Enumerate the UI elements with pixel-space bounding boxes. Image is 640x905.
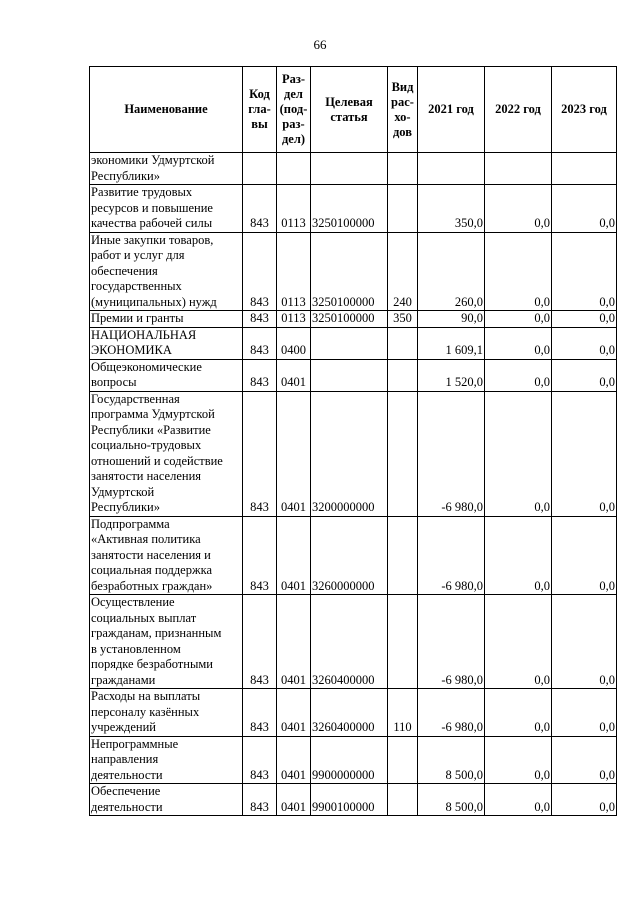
cell-type [388, 359, 418, 391]
cell-y2021 [418, 153, 485, 185]
cell-y2023: 0,0 [552, 595, 617, 689]
cell-name: Государственная программа Удмуртской Республики «Развитие социально-трудовых отношений и содействие занятости населения Удмуртской Республики» [90, 391, 243, 516]
cell-code: 843 [243, 784, 277, 816]
cell-type [388, 327, 418, 359]
cell-target: 3250100000 [311, 185, 388, 233]
cell-type: 350 [388, 311, 418, 328]
cell-code: 843 [243, 595, 277, 689]
table-row [90, 311, 617, 328]
cell-y2023: 0,0 [552, 185, 617, 233]
table-row [90, 595, 617, 689]
header-2023: 2023 год [552, 67, 617, 153]
cell-type: 240 [388, 232, 418, 311]
cell-y2021: 1 609,1 [418, 327, 485, 359]
header-2022: 2022 год [485, 67, 552, 153]
cell-code: 843 [243, 232, 277, 311]
cell-type [388, 185, 418, 233]
cell-code: 843 [243, 689, 277, 737]
cell-section: 0401 [277, 736, 311, 784]
cell-y2023: 0,0 [552, 359, 617, 391]
cell-name: Осуществление социальных выплат гражданам, признанным в установленном порядке безработными гражданами [90, 595, 243, 689]
cell-y2023: 0,0 [552, 232, 617, 311]
cell-name: Обеспечение деятельности [90, 784, 243, 816]
cell-target: 3200000000 [311, 391, 388, 516]
cell-section: 0401 [277, 359, 311, 391]
cell-type: 110 [388, 689, 418, 737]
cell-y2022: 0,0 [485, 311, 552, 328]
cell-y2022: 0,0 [485, 327, 552, 359]
cell-y2023: 0,0 [552, 516, 617, 595]
cell-y2023: 0,0 [552, 327, 617, 359]
cell-code: 843 [243, 311, 277, 328]
cell-y2022: 0,0 [485, 595, 552, 689]
cell-type [388, 736, 418, 784]
cell-y2023: 0,0 [552, 736, 617, 784]
table-row [90, 689, 617, 737]
budget-table [89, 66, 617, 816]
table-row [90, 153, 617, 185]
cell-y2022 [485, 153, 552, 185]
header-target: Целевая статья [311, 67, 388, 153]
cell-y2021: 8 500,0 [418, 784, 485, 816]
cell-section: 0113 [277, 232, 311, 311]
cell-target: 9900000000 [311, 736, 388, 784]
header-2021: 2021 год [418, 67, 485, 153]
cell-y2023 [552, 153, 617, 185]
cell-code: 843 [243, 391, 277, 516]
cell-code: 843 [243, 359, 277, 391]
cell-y2023: 0,0 [552, 311, 617, 328]
cell-y2021: 8 500,0 [418, 736, 485, 784]
cell-name: Непрограммные направления деятельности [90, 736, 243, 784]
cell-target [311, 327, 388, 359]
cell-code [243, 153, 277, 185]
cell-code: 843 [243, 327, 277, 359]
cell-y2021: -6 980,0 [418, 391, 485, 516]
page-number: 66 [313, 37, 327, 52]
header-section: Раз- дел (под- раз- дел) [277, 67, 311, 153]
cell-target: 3250100000 [311, 311, 388, 328]
cell-y2022: 0,0 [485, 516, 552, 595]
cell-y2021: 350,0 [418, 185, 485, 233]
cell-target: 3260400000 [311, 595, 388, 689]
cell-y2022: 0,0 [485, 185, 552, 233]
cell-type [388, 153, 418, 185]
header-code: Код гла- вы [243, 67, 277, 153]
cell-name: НАЦИОНАЛЬНАЯ ЭКОНОМИКА [90, 327, 243, 359]
cell-type [388, 516, 418, 595]
cell-name: Общеэкономические вопросы [90, 359, 243, 391]
cell-section: 0401 [277, 595, 311, 689]
cell-target [311, 359, 388, 391]
cell-type [388, 784, 418, 816]
cell-section [277, 153, 311, 185]
cell-target: 3260400000 [311, 689, 388, 737]
cell-target [311, 153, 388, 185]
cell-y2021: 1 520,0 [418, 359, 485, 391]
cell-y2022: 0,0 [485, 689, 552, 737]
table-body [90, 153, 617, 816]
cell-y2021: -6 980,0 [418, 516, 485, 595]
cell-target: 9900100000 [311, 784, 388, 816]
cell-y2023: 0,0 [552, 784, 617, 816]
cell-code: 843 [243, 185, 277, 233]
table-row [90, 736, 617, 784]
cell-name: Расходы на выплаты персоналу казённых учреждений [90, 689, 243, 737]
header-name: Наименование [90, 67, 243, 153]
cell-y2023: 0,0 [552, 391, 617, 516]
table-row [90, 784, 617, 816]
cell-code: 843 [243, 736, 277, 784]
cell-y2022: 0,0 [485, 232, 552, 311]
cell-name: Подпрограмма «Активная политика занятости населения и социальная поддержка безработных граждан» [90, 516, 243, 595]
cell-section: 0401 [277, 516, 311, 595]
cell-y2022: 0,0 [485, 784, 552, 816]
table-row [90, 327, 617, 359]
cell-y2022: 0,0 [485, 736, 552, 784]
cell-name: Иные закупки товаров, работ и услуг для обеспечения государственных (муниципальных) нужд [90, 232, 243, 311]
table-row [90, 516, 617, 595]
table-row [90, 359, 617, 391]
cell-target: 3260000000 [311, 516, 388, 595]
cell-y2021: 260,0 [418, 232, 485, 311]
cell-y2021: 90,0 [418, 311, 485, 328]
cell-section: 0400 [277, 327, 311, 359]
cell-y2022: 0,0 [485, 359, 552, 391]
cell-section: 0401 [277, 784, 311, 816]
cell-y2021: -6 980,0 [418, 689, 485, 737]
cell-name: экономики Удмуртской Республики» [90, 153, 243, 185]
cell-section: 0401 [277, 689, 311, 737]
table-row [90, 185, 617, 233]
table-row [90, 232, 617, 311]
table-row [90, 391, 617, 516]
cell-section: 0401 [277, 391, 311, 516]
cell-name: Развитие трудовых ресурсов и повышение качества рабочей силы [90, 185, 243, 233]
cell-y2023: 0,0 [552, 689, 617, 737]
cell-target: 3250100000 [311, 232, 388, 311]
cell-code: 843 [243, 516, 277, 595]
cell-type [388, 391, 418, 516]
header-type: Вид рас- хо- дов [388, 67, 418, 153]
cell-type [388, 595, 418, 689]
cell-name: Премии и гранты [90, 311, 243, 328]
cell-y2021: -6 980,0 [418, 595, 485, 689]
header-row [90, 67, 617, 153]
cell-y2022: 0,0 [485, 391, 552, 516]
cell-section: 0113 [277, 311, 311, 328]
cell-section: 0113 [277, 185, 311, 233]
